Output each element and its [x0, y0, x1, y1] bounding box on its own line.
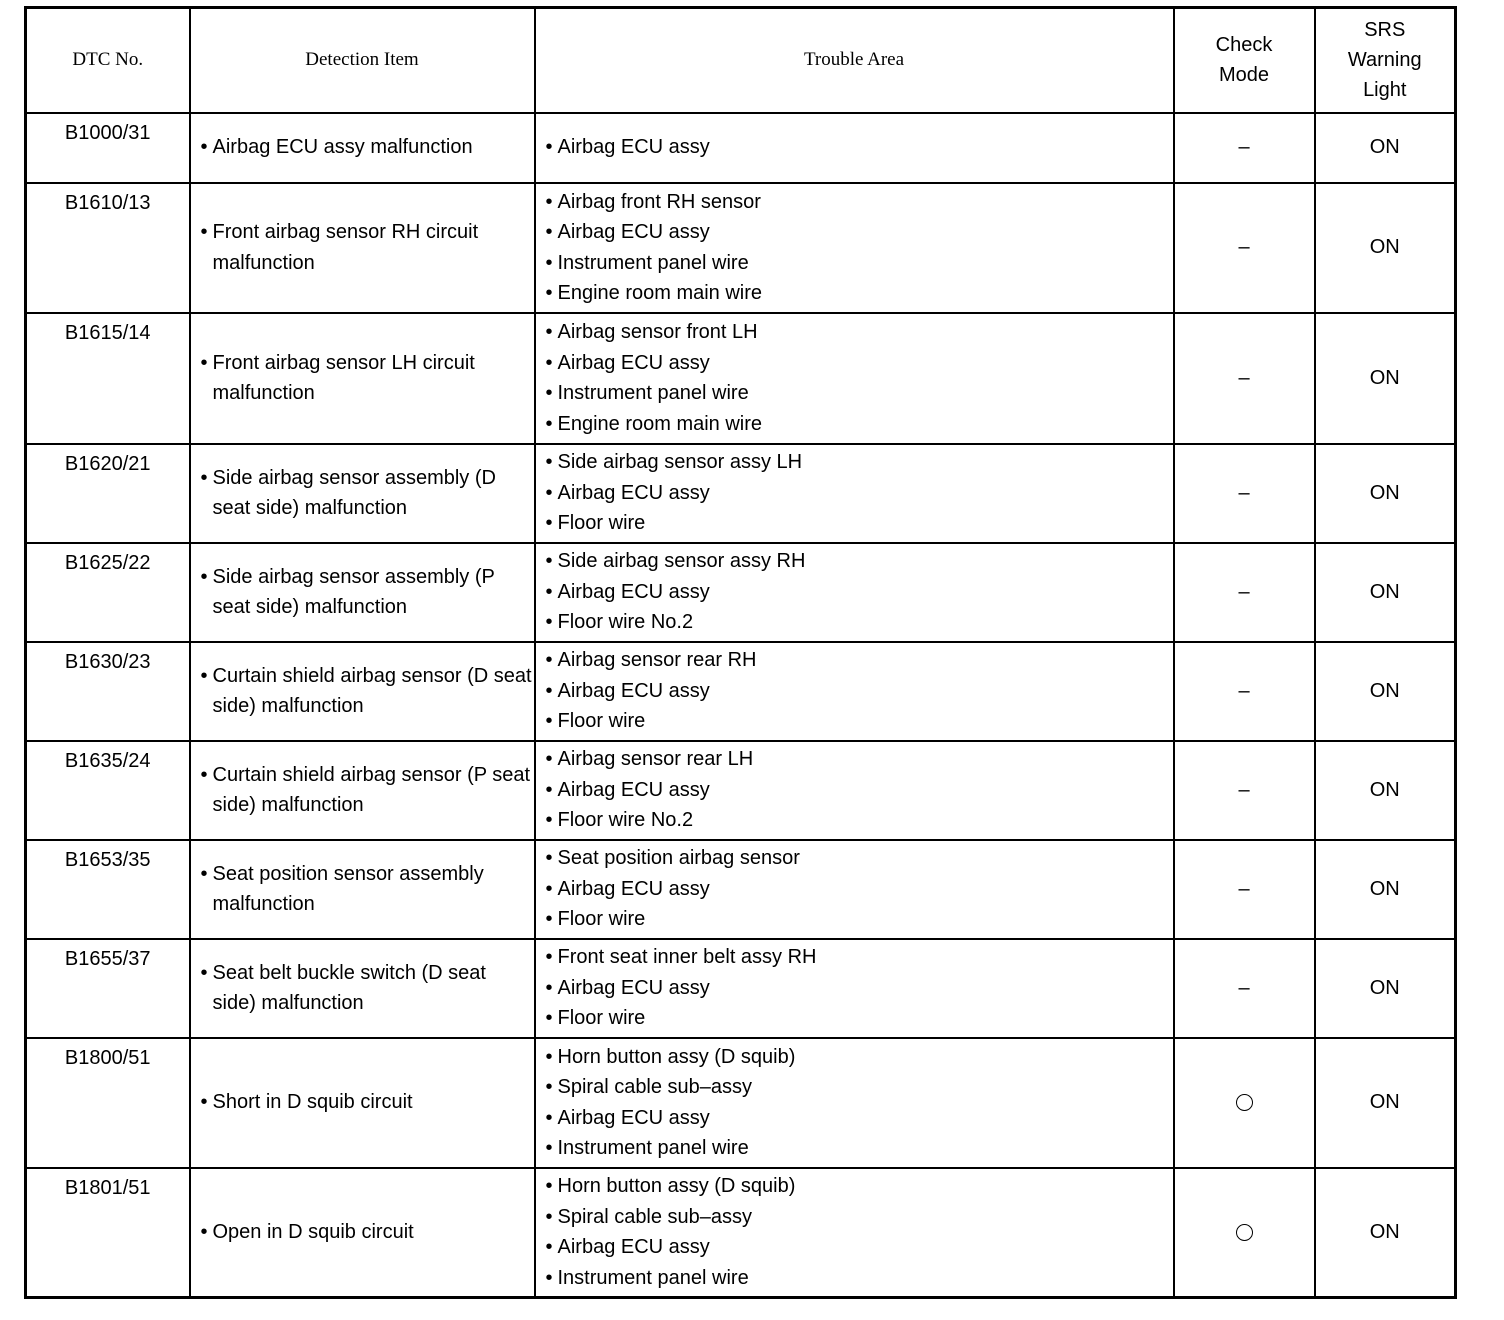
table-row	[26, 543, 1456, 642]
trouble-area-item: • Instrument panel wire	[536, 1133, 1173, 1164]
check-mode-cell	[1174, 1168, 1315, 1298]
detection-item-cell	[190, 1038, 535, 1168]
detection-item: • Curtain shield airbag sensor (D seat side) malfunction	[191, 661, 534, 722]
header-detection-item: Detection Item	[190, 8, 535, 113]
detection-item-cell	[190, 642, 535, 741]
srs-warning-light-value: ON	[1315, 543, 1456, 642]
table-body	[26, 113, 1456, 1298]
table-row	[26, 939, 1456, 1038]
trouble-area-item: • Airbag sensor front LH	[536, 317, 1173, 348]
trouble-area-item: • Airbag sensor rear LH	[536, 744, 1173, 775]
srs-warning-light-value: ON	[1315, 741, 1456, 840]
trouble-area-cell	[535, 183, 1174, 313]
trouble-area-item: • Airbag ECU assy	[536, 478, 1173, 509]
dtc-code: B1625/22	[26, 543, 190, 642]
circle-mark-icon	[1236, 1094, 1253, 1111]
trouble-area-item: • Side airbag sensor assy LH	[536, 447, 1173, 478]
trouble-area-cell	[535, 840, 1174, 939]
table-row	[26, 183, 1456, 313]
trouble-area-item: • Airbag ECU assy	[536, 1103, 1173, 1134]
trouble-area-item: • Side airbag sensor assy RH	[536, 546, 1173, 577]
dtc-code: B1635/24	[26, 741, 190, 840]
trouble-area-cell	[535, 543, 1174, 642]
table-row	[26, 444, 1456, 543]
dtc-code: B1800/51	[26, 1038, 190, 1168]
check-mode-cell: –	[1174, 113, 1315, 183]
header-check-mode	[1174, 8, 1315, 113]
table-row	[26, 741, 1456, 840]
table-row	[26, 840, 1456, 939]
check-mode-cell: –	[1174, 444, 1315, 543]
detection-item: • Side airbag sensor assembly (P seat side) malfunction	[191, 562, 534, 623]
srs-warning-light-value: ON	[1315, 642, 1456, 741]
circle-mark-icon	[1236, 1224, 1253, 1241]
trouble-area-item: • Floor wire No.2	[536, 607, 1173, 638]
dtc-code: B1653/35	[26, 840, 190, 939]
trouble-area-item: • Airbag ECU assy	[536, 874, 1173, 905]
detection-item-cell	[190, 840, 535, 939]
trouble-area-cell	[535, 113, 1174, 183]
trouble-area-cell	[535, 444, 1174, 543]
header-check-line2: Mode	[1218, 64, 1270, 87]
srs-warning-light-value: ON	[1315, 313, 1456, 444]
trouble-area-item: • Instrument panel wire	[536, 248, 1173, 279]
check-mode-cell	[1174, 1038, 1315, 1168]
detection-item-cell	[190, 741, 535, 840]
trouble-area-item: • Floor wire	[536, 508, 1173, 539]
srs-warning-light-value: ON	[1315, 1168, 1456, 1298]
trouble-area-cell	[535, 313, 1174, 444]
check-mode-cell: –	[1174, 543, 1315, 642]
header-dtc: DTC No.	[26, 8, 190, 113]
table-row	[26, 1038, 1456, 1168]
dtc-code: B1630/23	[26, 642, 190, 741]
trouble-area-cell	[535, 1038, 1174, 1168]
dtc-code: B1801/51	[26, 1168, 190, 1298]
dtc-code: B1610/13	[26, 183, 190, 313]
dtc-code: B1620/21	[26, 444, 190, 543]
check-mode-cell: –	[1174, 313, 1315, 444]
detection-item: • Seat position sensor assembly malfunction	[191, 859, 534, 920]
trouble-area-item: • Horn button assy (D squib)	[536, 1042, 1173, 1073]
check-mode-cell: –	[1174, 183, 1315, 313]
detection-item: • Short in D squib circuit	[191, 1087, 534, 1118]
detection-item-cell	[190, 313, 535, 444]
trouble-area-cell	[535, 642, 1174, 741]
trouble-area-item: • Airbag ECU assy	[536, 348, 1173, 379]
table-row	[26, 1168, 1456, 1298]
dtc-code: B1000/31	[26, 113, 190, 183]
detection-item-cell	[190, 1168, 535, 1298]
check-mode-cell: –	[1174, 642, 1315, 741]
srs-warning-light-value: ON	[1315, 183, 1456, 313]
detection-item-cell	[190, 444, 535, 543]
srs-warning-light-value: ON	[1315, 939, 1456, 1038]
trouble-area-item: • Airbag ECU assy	[536, 676, 1173, 707]
header-srs-line2: Warning	[1347, 49, 1422, 72]
trouble-area-item: • Seat position airbag sensor	[536, 843, 1173, 874]
srs-warning-light-value: ON	[1315, 1038, 1456, 1168]
header-srs-line1: SRS	[1364, 19, 1406, 42]
dtc-table	[24, 6, 1457, 1299]
detection-item: • Curtain shield airbag sensor (P seat side) malfunction	[191, 760, 534, 821]
table-row	[26, 642, 1456, 741]
header-srs-warning-light	[1315, 8, 1456, 113]
dtc-code: B1615/14	[26, 313, 190, 444]
detection-item-cell	[190, 113, 535, 183]
detection-item: • Seat belt buckle switch (D seat side) malfunction	[191, 958, 534, 1019]
check-mode-cell: –	[1174, 840, 1315, 939]
srs-warning-light-value: ON	[1315, 113, 1456, 183]
trouble-area-item: • Airbag ECU assy	[536, 217, 1173, 248]
trouble-area-item: • Spiral cable sub–assy	[536, 1072, 1173, 1103]
trouble-area-item: • Floor wire	[536, 1003, 1173, 1034]
trouble-area-item: • Airbag front RH sensor	[536, 187, 1173, 218]
detection-item: • Side airbag sensor assembly (D seat side) malfunction	[191, 463, 534, 524]
trouble-area-item: • Horn button assy (D squib)	[536, 1171, 1173, 1202]
trouble-area-item: • Engine room main wire	[536, 278, 1173, 309]
trouble-area-cell	[535, 741, 1174, 840]
trouble-area-item: • Spiral cable sub–assy	[536, 1202, 1173, 1233]
trouble-area-item: • Instrument panel wire	[536, 378, 1173, 409]
trouble-area-item: • Airbag ECU assy	[536, 132, 1173, 163]
trouble-area-item: • Instrument panel wire	[536, 1263, 1173, 1294]
trouble-area-item: • Airbag ECU assy	[536, 775, 1173, 806]
trouble-area-cell	[535, 1168, 1174, 1298]
trouble-area-item: • Airbag ECU assy	[536, 577, 1173, 608]
srs-warning-light-value: ON	[1315, 444, 1456, 543]
trouble-area-item: • Floor wire	[536, 904, 1173, 935]
trouble-area-item: • Front seat inner belt assy RH	[536, 942, 1173, 973]
check-mode-cell: –	[1174, 741, 1315, 840]
detection-item: • Front airbag sensor LH circuit malfunction	[191, 348, 534, 409]
table-row	[26, 313, 1456, 444]
detection-item: • Airbag ECU assy malfunction	[191, 132, 534, 163]
table-row	[26, 113, 1456, 183]
trouble-area-item: • Floor wire	[536, 706, 1173, 737]
detection-item-cell	[190, 183, 535, 313]
detection-item: • Front airbag sensor RH circuit malfunction	[191, 217, 534, 278]
trouble-area-item: • Engine room main wire	[536, 409, 1173, 440]
trouble-area-item: • Airbag ECU assy	[536, 973, 1173, 1004]
trouble-area-item: • Airbag ECU assy	[536, 1232, 1173, 1263]
trouble-area-item: • Airbag sensor rear RH	[536, 645, 1173, 676]
detection-item-cell	[190, 939, 535, 1038]
header-row	[26, 8, 1456, 113]
header-trouble-area: Trouble Area	[535, 8, 1174, 113]
detection-item: • Open in D squib circuit	[191, 1217, 534, 1248]
srs-warning-light-value: ON	[1315, 840, 1456, 939]
detection-item-cell	[190, 543, 535, 642]
header-srs-line3: Light	[1363, 79, 1407, 102]
header-check-line1: Check	[1215, 34, 1273, 57]
trouble-area-cell	[535, 939, 1174, 1038]
check-mode-cell: –	[1174, 939, 1315, 1038]
dtc-code: B1655/37	[26, 939, 190, 1038]
trouble-area-item: • Floor wire No.2	[536, 805, 1173, 836]
